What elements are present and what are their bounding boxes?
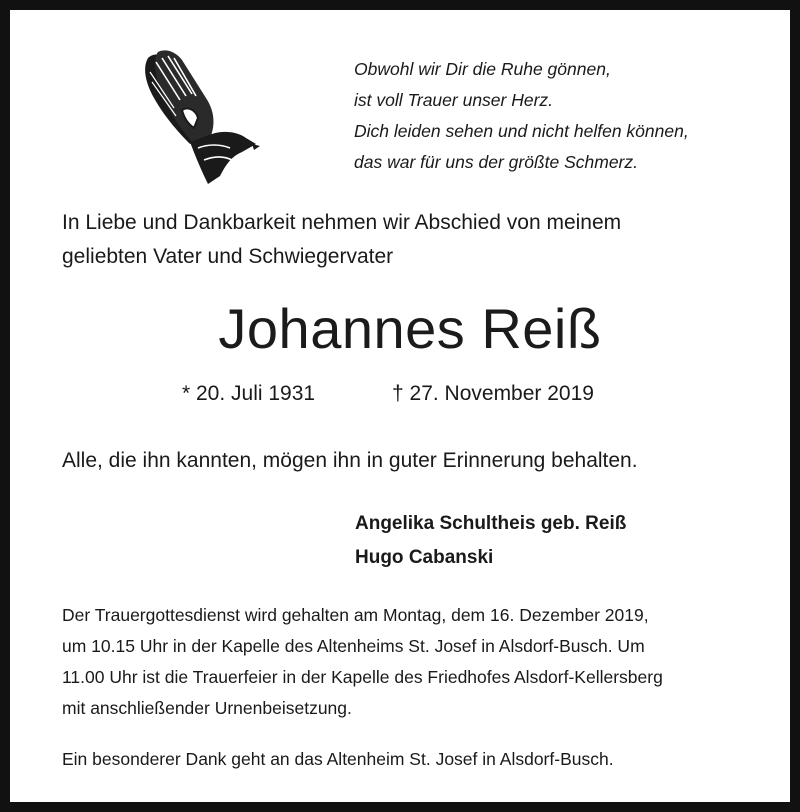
thanks-line: Ein besonderer Dank geht an das Altenheim St. Josef in Alsdorf-Busch. [62, 749, 614, 769]
birth-date: * 20. Juli 1931 [182, 382, 316, 405]
poem [354, 54, 774, 178]
memory-line: Alle, die ihn kannten, mögen ihn in guter Erinnerung behalten. [62, 449, 638, 472]
poem-line: Dich leiden sehen und nicht helfen können, [354, 121, 689, 141]
intro-text [62, 206, 762, 274]
praying-hands-icon [134, 48, 262, 188]
service-line: Der Trauergottesdienst wird gehalten am Montag, dem 16. Dezember 2019, [62, 605, 649, 625]
signers [355, 507, 775, 575]
service-line: 11.00 Uhr ist die Trauerfeier in der Kapelle des Friedhofes Alsdorf-Kellersberg [62, 667, 663, 687]
deceased-name: Johannes Reiß [218, 297, 602, 360]
life-dates [182, 380, 702, 408]
signer-name: Angelika Schultheis geb. Reiß [355, 513, 627, 534]
death-date: † 27. November 2019 [392, 382, 594, 405]
signer-name: Hugo Cabanski [355, 547, 494, 568]
service-info [62, 600, 777, 724]
poem-line: Obwohl wir Dir die Ruhe gönnen, [354, 59, 611, 79]
service-line: um 10.15 Uhr in der Kapelle des Altenheims St. Josef in Alsdorf-Busch. Um [62, 636, 645, 656]
service-line: mit anschließender Urnenbeisetzung. [62, 698, 352, 718]
poem-line: das war für uns der größte Schmerz. [354, 152, 638, 172]
intro-line: geliebten Vater und Schwiegervater [62, 245, 394, 268]
intro-line: In Liebe und Dankbarkeit nehmen wir Abschied von meinem [62, 211, 622, 234]
poem-line: ist voll Trauer unser Herz. [354, 90, 554, 110]
